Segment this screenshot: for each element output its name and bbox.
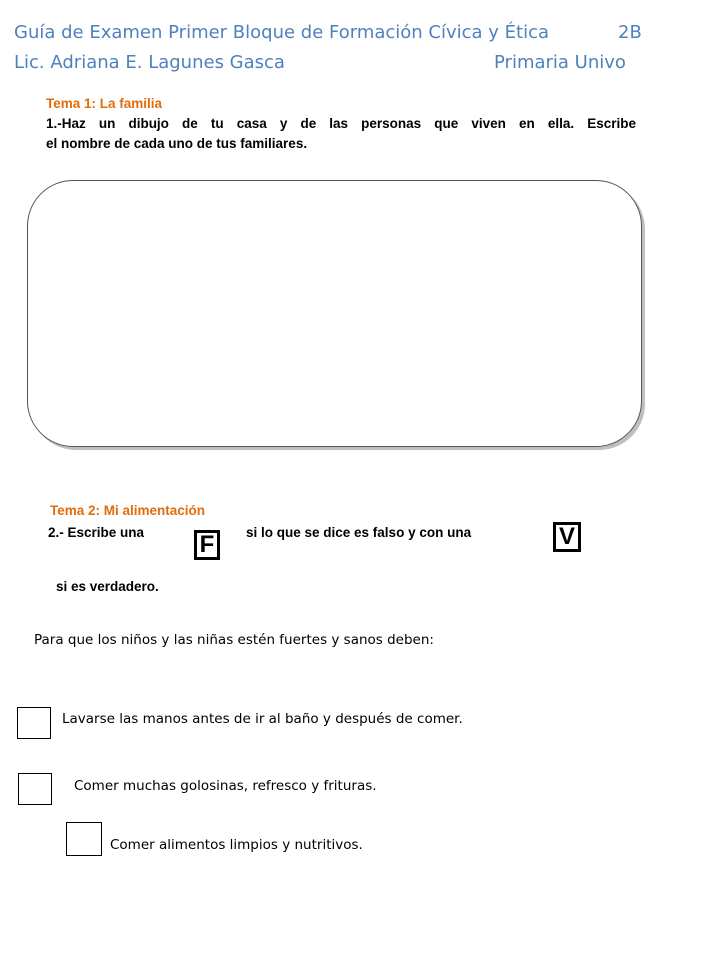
true-letter-box: V	[553, 522, 581, 552]
question-2-part-2: si lo que se dice es falso y con una	[246, 525, 472, 540]
header-school: Primaria Univo	[494, 52, 626, 73]
topic-1-heading: Tema 1: La familia	[46, 96, 163, 111]
answer-box-2[interactable]	[18, 773, 52, 805]
question-1-line-1: 1.-Haz un dibujo de tu casa y de las personas que viven en ella. Escribe	[46, 116, 636, 131]
answer-box-1[interactable]	[17, 707, 51, 739]
question-2-prompt: Para que los niños y las niñas estén fuertes y sanos deben:	[34, 632, 434, 648]
statement-1: Lavarse las manos antes de ir al baño y después de comer.	[62, 711, 463, 727]
question-2-part-1: 2.- Escribe una	[48, 525, 145, 540]
statement-2: Comer muchas golosinas, refresco y frituras.	[74, 778, 377, 794]
question-1-text	[46, 114, 636, 154]
false-letter-box: F	[194, 530, 220, 560]
drawing-area[interactable]	[27, 180, 642, 447]
statement-3: Comer alimentos limpios y nutritivos.	[110, 837, 363, 853]
question-2-part-3: si es verdadero.	[56, 579, 159, 594]
header-title: Guía de Examen Primer Bloque de Formación Cívica y Ética	[14, 22, 550, 43]
answer-box-3[interactable]	[66, 822, 102, 856]
header-teacher: Lic. Adriana E. Lagunes Gasca	[14, 52, 285, 73]
question-1-line-2: el nombre de cada uno de tus familiares.	[46, 136, 308, 151]
header-grade: 2B	[618, 22, 642, 43]
topic-2-heading: Tema 2: Mi alimentación	[50, 503, 206, 518]
